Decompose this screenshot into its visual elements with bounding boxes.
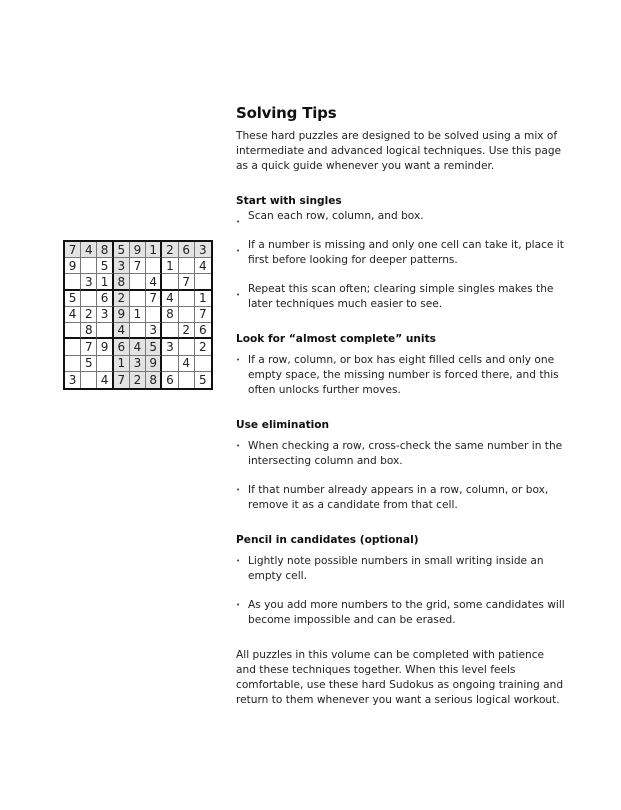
sudoku-cell: 3 — [65, 372, 81, 388]
sudoku-cell: 4 — [130, 339, 146, 355]
sudoku-cell: 6 — [114, 339, 130, 355]
section-heading: Use elimination — [236, 419, 330, 431]
sudoku-cell: 8 — [162, 307, 178, 323]
sudoku-cell — [130, 323, 146, 339]
section-almost-complete — [236, 332, 566, 398]
sudoku-cell: 8 — [146, 372, 162, 388]
sudoku-cell: 3 — [146, 323, 162, 339]
list-item: • Scan each row, column, and box. — [236, 209, 566, 224]
sudoku-cell: 7 — [195, 307, 211, 323]
sudoku-cell: 3 — [114, 258, 130, 274]
sudoku-cell: 2 — [162, 242, 178, 258]
sudoku-cell: 1 — [162, 258, 178, 274]
sudoku-cell: 9 — [130, 242, 146, 258]
sudoku-cell: 4 — [114, 323, 130, 339]
sudoku-cell — [81, 291, 97, 307]
sudoku-cell: 1 — [97, 274, 113, 290]
sudoku-cell: 5 — [114, 242, 130, 258]
sudoku-cell: 1 — [130, 307, 146, 323]
sudoku-cell: 5 — [97, 258, 113, 274]
list-item: • Lightly note possible numbers in small writing inside an empty cell. — [236, 554, 566, 584]
sudoku-cell: 8 — [114, 274, 130, 290]
sudoku-cell — [162, 274, 178, 290]
sudoku-cell — [130, 274, 146, 290]
list-item: • If a number is missing and only one cell can take it, place it first before looking for deeper patterns. — [236, 238, 566, 268]
solving-tips-content — [236, 104, 566, 708]
section-use-elimination — [236, 418, 566, 513]
section-heading: Pencil in candidates (optional) — [236, 534, 419, 546]
sudoku-cell — [162, 356, 178, 372]
sudoku-cell — [97, 356, 113, 372]
sudoku-cell — [65, 323, 81, 339]
sudoku-cell: 1 — [195, 291, 211, 307]
bullet-list — [236, 209, 566, 312]
sudoku-cell: 7 — [146, 291, 162, 307]
sudoku-cell — [146, 307, 162, 323]
sudoku-cell: 5 — [65, 291, 81, 307]
section-heading: Look for “almost complete” units — [236, 333, 436, 345]
sudoku-cell: 5 — [199, 372, 207, 387]
sudoku-cell: 4 — [65, 307, 81, 323]
sudoku-cell: 7 — [130, 258, 146, 274]
sudoku-cell: 6 — [179, 242, 195, 258]
sudoku-cell: 2 — [114, 291, 130, 307]
list-item: • If a row, column, or box has eight filled cells and only one empty space, the missing number is forced there, and this often unlocks further moves. — [236, 353, 566, 398]
sudoku-cell: 9 — [65, 258, 81, 274]
sudoku-cell: 6 — [195, 323, 211, 339]
sudoku-cell: 2 — [195, 339, 211, 355]
sudoku-cell — [81, 372, 97, 388]
sudoku-cell: 4 — [97, 372, 113, 388]
sudoku-cell — [81, 258, 97, 274]
sudoku-cell: 1 — [114, 356, 130, 372]
sudoku-cell: 3 — [97, 307, 113, 323]
sudoku-cell: 4 — [146, 274, 162, 290]
sudoku-cell: 4 — [179, 356, 195, 372]
sudoku-cell — [146, 258, 162, 274]
sudoku-cell: 2 — [179, 323, 195, 339]
list-item: • When checking a row, cross-check the same number in the intersecting column and box. — [236, 439, 566, 469]
sudoku-cell — [179, 291, 195, 307]
sudoku-cell — [97, 323, 113, 339]
sudoku-cell: 9 — [97, 339, 113, 355]
bullet-list — [236, 554, 566, 628]
sudoku-cell — [195, 274, 211, 290]
page-title: Solving Tips — [236, 104, 337, 122]
bullet-list — [236, 439, 566, 513]
sudoku-cell — [162, 323, 178, 339]
sudoku-cell: 3 — [162, 339, 178, 355]
sudoku-cell — [65, 274, 81, 290]
sudoku-cell: 8 — [81, 323, 97, 339]
sudoku-cell: 8 — [97, 242, 113, 258]
sudoku-cell — [65, 356, 81, 372]
sudoku-cell — [179, 258, 195, 274]
section-pencil-candidates — [236, 533, 566, 628]
closing-paragraph: All puzzles in this volume can be completed with patience and these techniques together. When this level feels comfortable, use these hard Sudokus as ongoing training and return to them whenever you want a serious logical workout. — [236, 649, 564, 706]
sudoku-cell: 1 — [146, 242, 162, 258]
sudoku-cell: 2 — [130, 372, 146, 388]
sudoku-cell: 4 — [162, 291, 178, 307]
sudoku-cell: 3 — [195, 242, 211, 258]
sudoku-cell: 7 — [179, 274, 195, 290]
sudoku-cell: 6 — [162, 372, 178, 388]
bullet-list — [236, 353, 566, 398]
sudoku-cell: 7 — [81, 339, 97, 355]
section-heading: Start with singles — [236, 195, 342, 207]
sudoku-cell: 4 — [81, 242, 97, 258]
sudoku-cell — [179, 339, 195, 355]
sudoku-cell: 4 — [195, 258, 211, 274]
sudoku-cell: 9 — [114, 307, 130, 323]
sudoku-cell: 2 — [81, 307, 97, 323]
sudoku-cell: 9 — [146, 356, 162, 372]
sudoku-cell: 7 — [65, 242, 81, 258]
sudoku-cell: 5 — [146, 339, 162, 355]
sudoku-cell — [179, 307, 195, 323]
sudoku-cell: 3 — [130, 356, 146, 372]
sudoku-cell: 5 — [81, 356, 97, 372]
sudoku-cell: 6 — [97, 291, 113, 307]
sudoku-cell — [195, 356, 211, 372]
sudoku-cell: 7 — [114, 372, 130, 388]
list-item: • If that number already appears in a row, column, or box, remove it as a candidate from that cell. — [236, 483, 566, 513]
sudoku-cell — [179, 372, 195, 388]
list-item: • Repeat this scan often; clearing simple singles makes the later techniques much easier to see. — [236, 282, 566, 312]
sudoku-cell — [130, 291, 146, 307]
sudoku-cell — [65, 339, 81, 355]
sudoku-cell: 3 — [81, 274, 97, 290]
section-start-with-singles — [236, 194, 566, 312]
list-item: • As you add more numbers to the grid, some candidates will become impossible and can be erased. — [236, 598, 566, 628]
intro-paragraph: These hard puzzles are designed to be solved using a mix of intermediate and advanced logical techniques. Use this page as a quick guide whenever you want a reminder. — [236, 130, 562, 172]
sudoku-grid — [63, 240, 213, 390]
